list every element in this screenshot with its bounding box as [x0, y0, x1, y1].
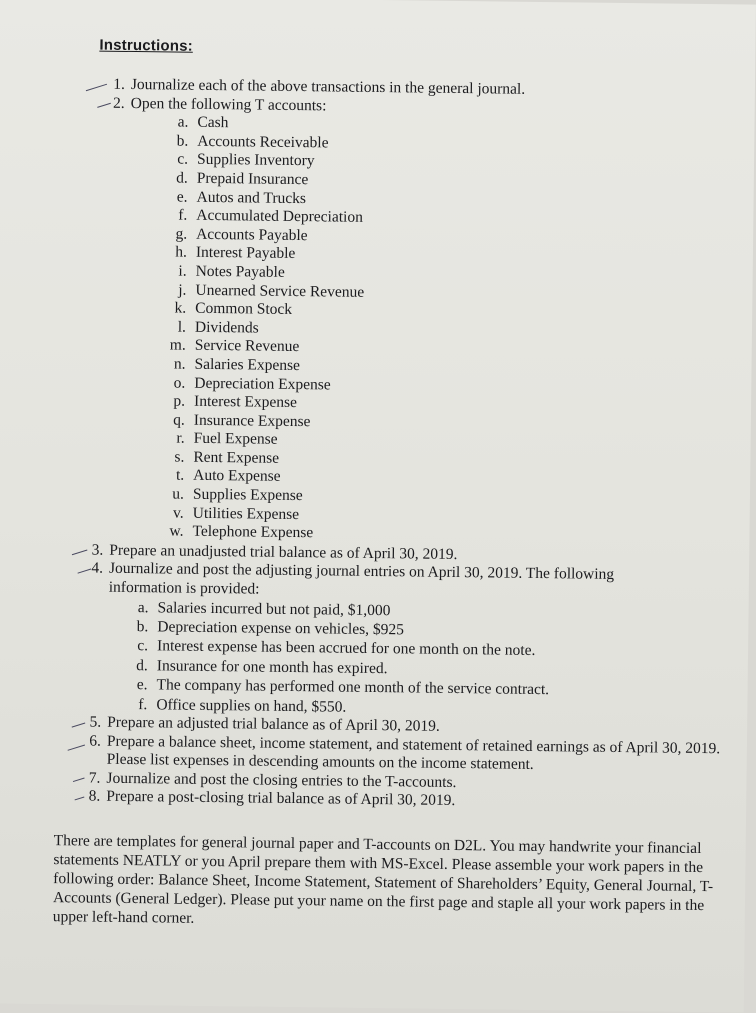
item-text: Depreciation expense on vehicles, $925 — [157, 618, 405, 639]
item-text: Unearned Service Revenue — [195, 281, 365, 301]
item-letter: c. — [137, 637, 149, 655]
step-text: Journalize and post the closing entries to the T-accounts. — [106, 769, 457, 791]
item-text: Fuel Expense — [193, 430, 278, 449]
item-text: Service Revenue — [194, 337, 300, 356]
item-letter: i. — [178, 262, 187, 280]
item-text: Insurance for one month has expired. — [156, 657, 388, 678]
instructions-heading: Instructions: — [99, 36, 193, 55]
item-text: Supplies Inventory — [196, 151, 315, 170]
step-text: Prepare an adjusted trial balance as of April 30, 2019. — [107, 713, 440, 735]
item-letter: e. — [136, 676, 148, 694]
item-text: Common Stock — [195, 299, 293, 319]
item-text: Dividends — [194, 318, 259, 337]
item-letter: f. — [178, 206, 188, 224]
item-text: Salaries incurred but not paid, $1,000 — [157, 598, 391, 619]
item-letter: o. — [173, 374, 186, 392]
step-2 — [105, 94, 734, 548]
item-text: Utilities Expense — [192, 504, 300, 523]
item-letter: c. — [177, 150, 189, 169]
item-letter: d. — [136, 656, 148, 675]
item-letter: l. — [177, 318, 187, 336]
submission-note: There are templates for general journal paper and T-accounts on D2L. You may handwrite your financial statements NEATLY or you April prepare them with MS-Excel. Please assemble your work papers in the following order: Balance Sheet, Income Statement, Statement of Shareholders’ Equity, General Journal, T-Accounts (General Ledger). Please put your name on the first page and staple all your work papers in the upper left-hand corner. — [52, 832, 714, 927]
pen-check-mark — [86, 84, 107, 91]
step-number: 3. — [91, 541, 104, 559]
adjustments-list — [131, 598, 728, 722]
item-letter: r. — [176, 429, 185, 447]
pen-check-mark — [73, 777, 85, 782]
item-letter: u. — [172, 485, 185, 503]
item-text: Interest Payable — [195, 244, 296, 263]
item-letter: v. — [172, 504, 184, 522]
item-letter: a. — [177, 113, 189, 131]
step-text: Open the following T accounts: — [130, 94, 327, 114]
item-letter: q. — [173, 411, 185, 429]
step-number: 8. — [88, 787, 101, 806]
step-number: 6. — [89, 732, 102, 750]
item-text: Depreciation Expense — [194, 374, 331, 393]
item-text: Auto Expense — [193, 467, 281, 486]
pen-check-mark — [72, 723, 86, 728]
item-text: Autos and Trucks — [196, 188, 307, 207]
pen-check-mark — [75, 797, 85, 801]
step-4 — [87, 560, 729, 721]
item-letter: k. — [174, 299, 187, 317]
item-letter: s. — [174, 448, 185, 466]
item-text: Accounts Payable — [196, 225, 308, 244]
step-number: 1. — [113, 75, 126, 93]
instruction-steps — [54, 75, 735, 814]
item-text: The company has performed one month of the service contract. — [156, 676, 550, 699]
item-text: Insurance Expense — [193, 411, 311, 430]
item-letter: w. — [169, 522, 184, 540]
step-number: 7. — [88, 769, 101, 787]
step-number: 4. — [91, 559, 104, 578]
item-text: Telephone Expense — [192, 523, 314, 542]
item-letter: d. — [176, 169, 188, 187]
pen-check-mark — [68, 744, 85, 750]
item-letter: p. — [173, 392, 186, 410]
item-text: Notes Payable — [195, 262, 285, 281]
item-letter: f. — [138, 695, 148, 713]
item-letter: h. — [175, 243, 188, 262]
pen-check-mark — [72, 549, 88, 555]
item-letter: e. — [176, 188, 188, 206]
item-text: Office supplies on hand, $550. — [156, 696, 347, 716]
t-accounts-list — [167, 114, 734, 548]
item-letter: b. — [136, 618, 149, 636]
item-text: Accounts Receivable — [197, 132, 329, 152]
item-text: Prepaid Insurance — [196, 169, 309, 189]
item-letter: g. — [175, 225, 188, 243]
step-text: Prepare a balance sheet, income statement, and statement of retained earnings as of April 30, 2019. Please list expenses in descending amounts on the income statement. — [106, 732, 721, 774]
item-letter: b. — [176, 132, 189, 150]
item-letter: n. — [173, 355, 186, 373]
step-text: Journalize each of the above transactions in the general journal. — [130, 75, 526, 98]
item-letter: j. — [178, 281, 187, 299]
pen-check-mark — [97, 102, 111, 107]
step-text: Prepare an unadjusted trial balance as of April 30, 2019. — [109, 541, 458, 563]
step-number: 5. — [89, 713, 102, 731]
item-letter: a. — [137, 598, 149, 616]
item-text: Salaries Expense — [194, 355, 301, 374]
item-text: Interest expense has been accrued for one month on the note. — [156, 637, 536, 660]
item-letter: m. — [169, 336, 186, 354]
step-text: Journalize and post the adjusting journal entries on April 30, 2019. The following information is provided: — [108, 560, 615, 598]
item-text: Interest Expense — [193, 392, 298, 412]
item-text: Cash — [197, 113, 229, 132]
item-text: Accumulated Depreciation — [196, 206, 364, 226]
item-text: Rent Expense — [193, 448, 280, 467]
item-letter: t. — [175, 467, 185, 485]
step-number: 2. — [112, 94, 125, 112]
step-text: Prepare a post-closing trial balance as of April 30, 2019. — [106, 788, 456, 810]
item-text: Supplies Expense — [192, 485, 303, 505]
